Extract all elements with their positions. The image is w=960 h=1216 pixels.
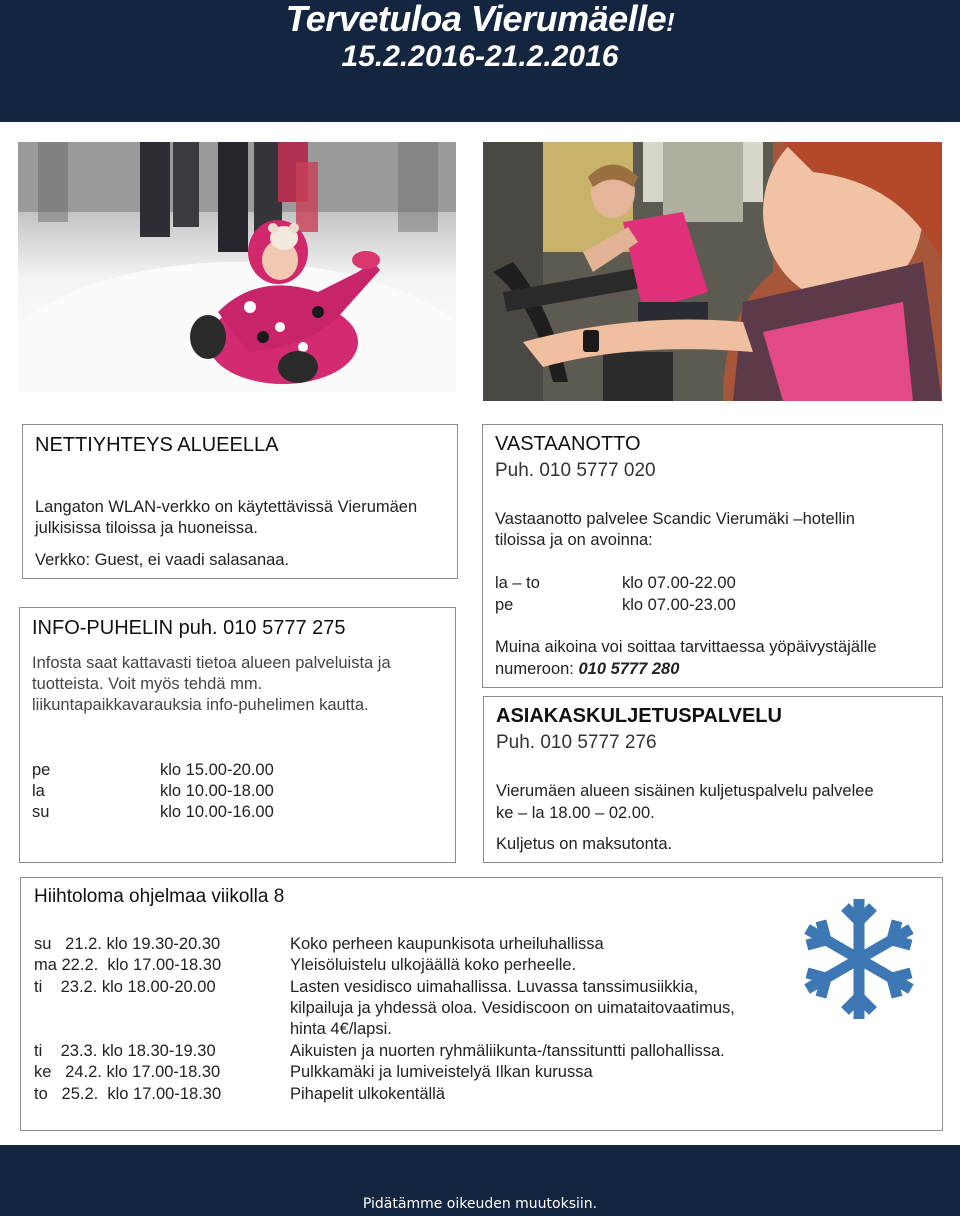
program-row-time: ti 23.3. klo 18.30-19.30 [34, 1042, 216, 1060]
header-banner [0, 0, 960, 122]
reception-line-4-prefix: numeroon: [495, 660, 579, 678]
women-exercise-bike-photo [483, 142, 942, 401]
program-row-activity: Lasten vesidisco uimahallissa. Luvassa tanssimusiikkia, [290, 978, 699, 996]
title-exclamation: ! [666, 7, 675, 37]
program-heading: Hiihtoloma ohjelmaa viikolla 8 [34, 886, 285, 907]
info-heading: INFO-PUHELIN puh. 010 5777 275 [32, 617, 346, 639]
reception-line-2: tiloissa ja on avoinna: [495, 531, 653, 549]
reception-hours-day-1: la – to [495, 574, 540, 592]
program-row-activity: Yleisöluistelu ulkojäällä koko perheelle. [290, 956, 577, 974]
page-title [0, 0, 960, 41]
info-hours-time-1: klo 15.00-20.00 [160, 761, 274, 779]
transport-line-1: Vierumäen alueen sisäinen kuljetuspalvelu palvelee [496, 782, 874, 800]
network-heading: NETTIYHTEYS ALUEELLA [35, 434, 279, 456]
program-row-time: su 21.2. klo 19.30-20.30 [34, 935, 221, 953]
reception-hours-time-1: klo 07.00-22.00 [622, 574, 736, 592]
program-row-activity: Pihapelit ulkokentällä [290, 1085, 446, 1103]
title-text: Tervetuloa Vierumäelle [285, 0, 667, 39]
winter-holiday-program-box [20, 877, 943, 1131]
info-line-3: liikuntapaikkavarauksia info-puhelimen kautta. [32, 696, 369, 714]
info-hours-day-2: la [32, 782, 45, 800]
network-info-box [22, 424, 458, 579]
info-line-2: tuotteista. Voit myös tehdä mm. [32, 675, 263, 693]
network-line-1: Langaton WLAN-verkko on käytettävissä Vierumäen [35, 498, 418, 516]
snowflake-icon [799, 893, 919, 1025]
reception-line-4 [495, 659, 679, 680]
info-line-1: Infosta saat kattavasti tietoa alueen palveluista ja [32, 654, 391, 672]
transport-heading: ASIAKASKULJETUSPALVELU [496, 705, 782, 727]
reception-box [482, 424, 943, 688]
transport-line-2: ke – la 18.00 – 02.00. [496, 804, 655, 822]
program-row-activity: Pulkkamäki ja lumiveistelyä Ilkan kurussa [290, 1063, 593, 1081]
reception-hours-time-2: klo 07.00-23.00 [622, 596, 736, 614]
program-row-activity: kilpailuja ja yhdessä oloa. Vesidiscoon on uimataitovaatimus, [290, 999, 735, 1017]
program-row-activity: Koko perheen kaupunkisota urheiluhallissa [290, 935, 604, 953]
info-hours-time-3: klo 10.00-16.00 [160, 803, 274, 821]
transport-line-3: Kuljetus on maksutonta. [496, 835, 673, 853]
network-line-3: Verkko: Guest, ei vaadi salasanaa. [35, 551, 290, 569]
program-row-time: ma 22.2. klo 17.00-18.30 [34, 956, 222, 974]
transport-phone: Puh. 010 5777 276 [496, 732, 657, 753]
info-hours-day-3: su [32, 803, 50, 821]
footer-banner [0, 1145, 960, 1216]
program-row-activity: Aikuisten ja nuorten ryhmäliikunta-/tanssituntti pallohallissa. [290, 1042, 725, 1060]
info-hours-day-1: pe [32, 761, 51, 779]
reception-line-3: Muina aikoina voi soittaa tarvittaessa yöpäivystäjälle [495, 638, 877, 656]
night-phone-number: 010 5777 280 [578, 660, 680, 678]
info-phone-box [19, 607, 456, 863]
child-sledding-photo [18, 142, 456, 392]
transport-box [483, 696, 943, 863]
program-row-time: to 25.2. klo 17.00-18.30 [34, 1085, 222, 1103]
program-row-time: ti 23.2. klo 18.00-20.00 [34, 978, 216, 996]
info-hours-time-2: klo 10.00-18.00 [160, 782, 274, 800]
date-range: 15.2.2016-21.2.2016 [341, 40, 619, 73]
reception-hours-day-2: pe [495, 596, 514, 614]
network-line-2: julkisissa tiloissa ja huoneissa. [35, 519, 258, 537]
reception-phone: Puh. 010 5777 020 [495, 460, 656, 481]
reception-line-1: Vastaanotto palvelee Scandic Vierumäki –hotellin [495, 510, 855, 528]
reception-heading: VASTAANOTTO [495, 433, 641, 455]
footer-note: Pidätämme oikeuden muutoksiin. [362, 1196, 598, 1212]
program-row-activity: hinta 4€/lapsi. [290, 1020, 392, 1038]
program-row-time: ke 24.2. klo 17.00-18.30 [34, 1063, 221, 1081]
